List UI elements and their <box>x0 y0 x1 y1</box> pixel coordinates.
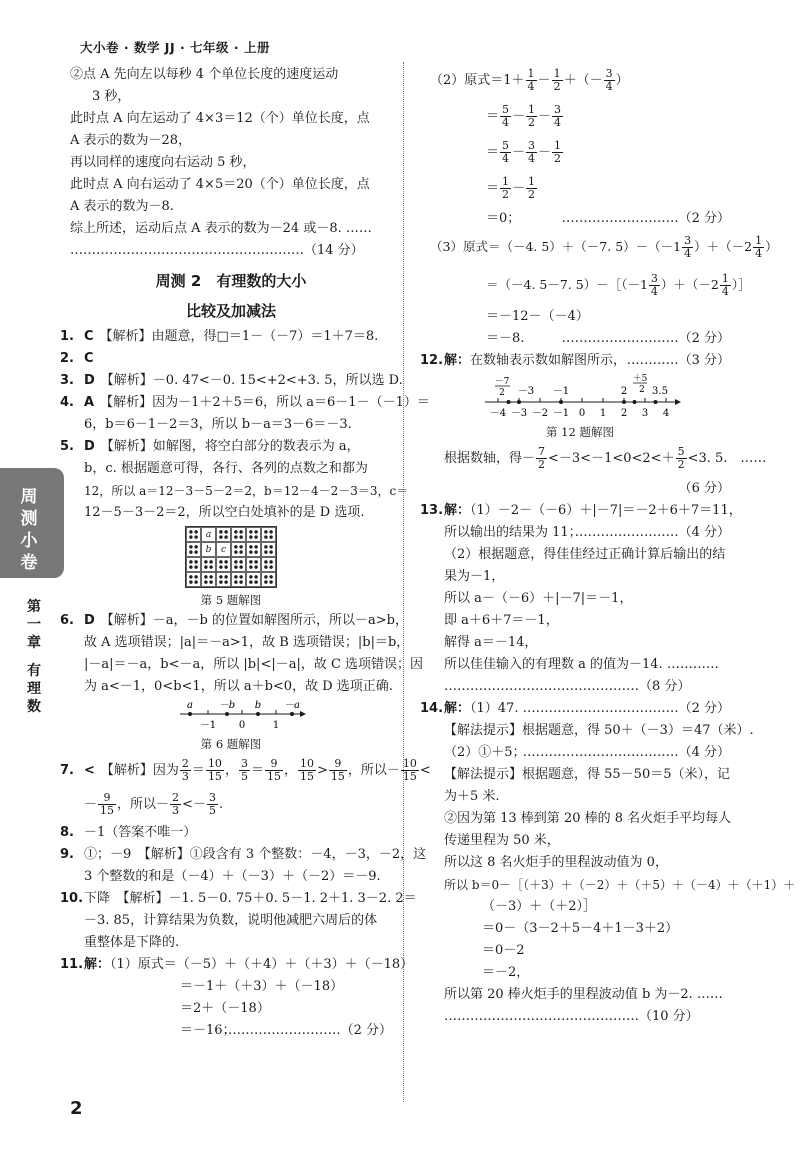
question-number: 9. <box>60 847 74 862</box>
question-text: 下降 【解析】－1. 5－0. 75＋0. 5－1. 2＋1. 3－2. 2＝ <box>84 891 417 906</box>
numerator: 2 <box>172 791 180 804</box>
solution-label: 解： <box>444 503 471 518</box>
tick-label: －2 <box>531 408 549 419</box>
text-line: 12－5－3－2＝2，所以空白处填补的是 D 选项. <box>84 505 365 520</box>
grid-cell <box>231 557 246 572</box>
point-label-neg-7-2: －7 <box>494 377 510 387</box>
fraction <box>526 140 537 165</box>
grid-cell <box>201 557 216 572</box>
text-line: ＝ $\frac{5}{4}$ － $\frac{1}{2}$ － $\frac{3}{4}$ <box>486 103 562 129</box>
text: ＝ <box>486 181 500 196</box>
score-line <box>430 478 730 500</box>
denominator: 4 <box>528 152 536 165</box>
numerator: 3 <box>684 234 692 247</box>
denominator: 5 <box>240 770 248 783</box>
grid-cell-c: c <box>216 542 231 557</box>
tick-label: 4 <box>662 408 670 419</box>
question-text: 【解析】因为 <box>100 763 179 778</box>
score-line: ………………………………………（8 分） <box>444 679 691 694</box>
denominator: 15 <box>330 770 345 783</box>
numerator: 9 <box>329 758 347 771</box>
numerator: 10 <box>299 757 314 770</box>
page-number: 2 <box>70 1098 83 1119</box>
text: ） <box>765 239 778 254</box>
text: 根据数轴，得－ <box>444 451 536 466</box>
fraction <box>604 68 615 93</box>
fraction <box>649 273 660 298</box>
text-line: 所以佳佳输入的有理数 a 的值为－14. ………… <box>444 657 719 672</box>
denominator: 15 <box>402 770 417 783</box>
text-line <box>444 522 730 544</box>
side-tab <box>0 468 64 578</box>
question-number: 11. <box>60 957 84 972</box>
question-number: 1. <box>60 329 74 344</box>
solution-label: 解： <box>444 701 471 716</box>
question-5 <box>60 436 392 458</box>
text-line: 传递里程为 50 米， <box>444 833 560 848</box>
numerator: 7 <box>538 445 546 458</box>
question-text: 【解析】因为－1＋2＋5＝6，所以 a＝6－1－（－1）＝ <box>100 395 430 410</box>
tick-label: －4 <box>489 408 507 419</box>
question-text: 【解析】－a，－b 的位置如解图所示，所以－a>b， <box>100 613 408 628</box>
side-tab-label: 周测小卷 <box>20 487 38 573</box>
numerator: 5 <box>502 139 510 152</box>
denominator: 4 <box>755 247 763 260</box>
point-label-denominator: 2 <box>639 385 645 395</box>
denominator: 4 <box>554 116 562 129</box>
point-neg-1 <box>559 400 563 404</box>
denominator: 15 <box>100 804 115 817</box>
fraction <box>170 792 181 817</box>
text-line: 为 a<－1，0<b<1，所以 a＋b<0，故 D 选项正确. <box>84 679 393 694</box>
numerator: 5 <box>677 445 685 458</box>
text-line: － $\frac{9}{15}$ ，所以－ $\frac{2}{3}$ <－ $\frac{3}{5}$ . <box>84 791 224 817</box>
numerator: 10 <box>207 757 222 770</box>
tick-label: －1 <box>552 408 570 419</box>
text-line: 为＋5 米. <box>444 789 500 804</box>
text: <－3<－1<0<2<＋ <box>548 451 675 466</box>
solution-label: 解： <box>84 957 111 972</box>
question-number: 10. <box>60 891 84 906</box>
text-line: －3. 85，计算结果为负数，说明他减肥六周后的体 <box>84 913 378 928</box>
text-line: 重整体是下降的. <box>84 935 180 950</box>
question-number: 3. <box>60 373 74 388</box>
fraction <box>526 104 537 129</box>
grid-cell <box>261 527 276 542</box>
side-chapter-number: 第一章 <box>27 599 41 651</box>
question-number: 4. <box>60 395 74 410</box>
step-text: ＝－8. <box>486 331 525 346</box>
fraction <box>552 140 563 165</box>
question-6 <box>60 610 408 632</box>
tick-label: －3 <box>510 408 528 419</box>
fraction <box>239 758 250 783</box>
grid-cell <box>186 542 201 557</box>
numerator: 1 <box>755 234 763 247</box>
tick-label: 0 <box>238 720 246 731</box>
text-line <box>444 742 730 764</box>
question-9 <box>60 844 427 866</box>
text-line: 再以同样的速度向右运动 5 秒， <box>70 155 256 170</box>
text-line: ②点 A 先向左以每秒 4 个单位长度的速度运动 <box>70 67 339 82</box>
question-number: 2. <box>60 351 74 366</box>
text: ＝（－4. 5－7. 5）－［（－1 <box>486 277 648 292</box>
grid-cell <box>231 572 246 587</box>
text-line: 【解法提示】根据题意，得 50＋（－3）＝47（米）. <box>444 723 754 738</box>
fraction <box>552 104 563 129</box>
denominator: 4 <box>684 247 692 260</box>
denominator: 3 <box>172 804 180 817</box>
text-line: A 表示的数为－8. <box>70 199 174 214</box>
question-7: 7. < 【解析】因为 $\frac{2}{3}$ ＝ $\frac{10}{15}$ ， $\frac{3}{5}$ ＝ $\frac{9}{15}$ ， $\frac{10}{15}$ > $\frac{9}{15}$ ，所以－ $\frac{10}{15}$ < <box>84 754 392 788</box>
question-11 <box>60 954 414 976</box>
question-text: 【解析】如解图，将空白部分的数表示为 a， <box>100 439 360 454</box>
denominator: 2 <box>528 116 536 129</box>
fraction <box>536 446 547 471</box>
denominator: 4 <box>502 116 510 129</box>
side-chapter-topic: 有理数 <box>27 663 41 715</box>
point-neg-7-2 <box>507 400 511 404</box>
tick-label: 0 <box>578 408 586 419</box>
fraction <box>526 68 537 93</box>
text: ）＋（－2 <box>660 277 719 292</box>
text-line: （2）原式＝1＋ $\frac{1}{4}$ － $\frac{1}{2}$ ＋（－ $\frac{3}{4}$ ） <box>430 67 629 93</box>
fraction <box>401 758 419 783</box>
grid-cell-a: a <box>201 527 216 542</box>
fraction <box>265 758 283 783</box>
point-label-5-2: ＋5 <box>632 374 648 384</box>
text-line: ＝2＋（－18） <box>180 1001 270 1016</box>
axis-ticks <box>498 398 666 402</box>
numerator: 3 <box>528 139 536 152</box>
tick-label: 1 <box>272 720 280 731</box>
fraction <box>207 792 218 817</box>
point-label-neg-1: －1 <box>552 386 570 397</box>
fraction <box>720 273 731 298</box>
page-header: 大小卷 · 数学 JJ · 七年级 · 上册 <box>80 40 271 55</box>
text-line: （－3）＋（＋2）］ <box>482 899 597 914</box>
text: ）］ <box>731 277 751 292</box>
denominator: 2 <box>538 458 546 471</box>
tick-label: －1 <box>199 720 217 731</box>
text-line: 3 个整数的和是（－4）＋（－3）＋（－2）＝－9. <box>84 869 381 884</box>
denominator: 2 <box>528 188 536 201</box>
denominator: 4 <box>650 285 658 298</box>
tick-label: 1 <box>599 408 607 419</box>
figure-caption: 第 6 题解图 <box>200 737 262 751</box>
text-line: 12，所以 a＝12－3－5－2＝2，b＝12－4－2－3＝3，c＝ <box>84 484 409 498</box>
question-text: －1（答案不唯一） <box>84 825 197 840</box>
step-text: （2）①＋5； <box>444 745 526 760</box>
question-13 <box>420 500 742 522</box>
text-line: 【解法提示】根据题意，得 55－50＝5（米），记 <box>444 767 730 782</box>
text: <3. 5. …… <box>687 451 767 466</box>
grid-cell <box>261 557 276 572</box>
question-text: ①；－9 【解析】①段含有 3 个整数：－4，－3，－2，这 <box>84 847 427 862</box>
text: （2）原式＝1＋ <box>430 73 525 88</box>
answer-letter: C <box>84 329 94 344</box>
point-b <box>256 712 260 716</box>
text-line: A 表示的数为－28， <box>70 133 192 148</box>
point-label-neg-3: －3 <box>517 386 535 397</box>
numerator: 5 <box>502 103 510 116</box>
text-line: ＝ $\frac{5}{4}$ － $\frac{3}{4}$ － $\frac{1}{2}$ <box>486 139 562 165</box>
text-line <box>180 1020 392 1042</box>
text-line: 所以第 20 棒火炬手的里程波动值 b 为－2. …… <box>444 987 723 1002</box>
fraction <box>298 758 316 783</box>
figure-caption: 第 12 题解图 <box>546 425 614 439</box>
grid-cell <box>186 557 201 572</box>
text-line: ＝－12－（－4） <box>486 309 589 324</box>
question-8 <box>60 822 392 844</box>
grid-cell-b: b <box>201 542 216 557</box>
answer-letter: A <box>84 395 95 410</box>
text-line: 所以这 8 名火炬手的里程波动值为 0， <box>444 855 668 870</box>
numerator: 1 <box>554 139 562 152</box>
dot-grid-figure <box>185 526 277 588</box>
numerator: 3 <box>650 272 658 285</box>
text-line <box>486 268 751 306</box>
score: ………………………（2 分） <box>561 211 730 226</box>
step-text: ＝－16； <box>180 1023 236 1038</box>
grid-cell <box>246 542 261 557</box>
score: ………………………………（2 分） <box>522 701 730 716</box>
section-subtitle: 比较及加减法 <box>185 302 276 320</box>
text-line: 果为－1， <box>444 569 505 584</box>
text-line <box>486 328 730 350</box>
text: ，所以－ <box>117 797 170 812</box>
numerator: 1 <box>528 175 536 188</box>
denominator: 2 <box>502 188 510 201</box>
score: （6 分） <box>678 481 730 496</box>
point-neg-3 <box>517 400 521 404</box>
step-text: ＝0； <box>486 211 521 226</box>
point-a <box>188 712 192 716</box>
grid-cell <box>186 527 201 542</box>
label-neg-a: －a <box>284 700 300 711</box>
text: ＝ <box>486 145 500 160</box>
numerator: 9 <box>265 758 283 771</box>
text-line <box>444 442 767 478</box>
numerator: 9 <box>98 792 116 805</box>
fraction <box>682 235 693 260</box>
question-number: 7. <box>60 763 74 778</box>
question-12 <box>420 350 730 372</box>
grid-cell <box>216 557 231 572</box>
text-line: 故 A 选项错误；|a|＝－a>1，故 B 选项错误；|b|＝b， <box>84 635 410 650</box>
fraction <box>180 758 191 783</box>
text-line: |－a|＝－a，b<－a，所以 |b|<|－a|，故 C 选项错误；因 <box>84 657 424 672</box>
denominator: 2 <box>677 458 685 471</box>
grid-cell <box>246 557 261 572</box>
answer-letter: D <box>84 439 95 454</box>
tick-label: 2 <box>620 408 628 419</box>
answer-letter: D <box>84 613 95 628</box>
denominator: 2 <box>553 80 561 93</box>
score: ………………………………（4 分） <box>522 745 730 760</box>
numerator: 3 <box>240 757 248 770</box>
figure-caption: 第 5 题解图 <box>200 593 262 607</box>
text: <－ <box>182 797 206 812</box>
question-text: （1）－2－（－6）＋|－7|＝－2＋6＋7＝11， <box>470 503 742 518</box>
numerator: 1 <box>721 272 729 285</box>
fraction <box>526 176 537 201</box>
question-text: 【解析】由题意，得□＝1－（－7）＝1＋7＝8. <box>99 329 379 344</box>
grid-cell <box>201 572 216 587</box>
question-2 <box>60 348 392 370</box>
axis-arrow <box>675 399 681 405</box>
text-line: 3 秒， <box>92 89 131 104</box>
text-line: 即 a＋6＋7＝－1， <box>444 613 559 628</box>
denominator: 15 <box>207 770 222 783</box>
number-line-figure-12 <box>430 372 730 422</box>
step-text: 所以输出的结果为 11； <box>444 525 582 540</box>
denominator: 4 <box>721 285 729 298</box>
question-4 <box>60 392 430 414</box>
point-5-2 <box>633 400 637 404</box>
text: （3）原式＝（－4. 5）＋（－7. 5）－（－1 <box>430 239 682 254</box>
point-neg-b <box>225 712 229 716</box>
text-line: 此时点 A 向右运动了 4×5＝20（个）单位长度，点 <box>70 177 370 192</box>
denominator: 15 <box>299 770 314 783</box>
text: ，所以－ <box>347 763 400 778</box>
label-neg-b: －b <box>218 700 236 711</box>
score-line: ………………………………………………（14 分） <box>70 243 364 258</box>
point-label-denominator: 2 <box>499 388 505 398</box>
numerator: 3 <box>554 103 562 116</box>
text: ）＋（－2 <box>694 239 753 254</box>
side-chapter <box>14 598 54 716</box>
question-14 <box>420 698 730 720</box>
text-line: ＝－1＋（＋3）＋（－18） <box>180 979 344 994</box>
answer-letter: D <box>84 373 95 388</box>
solution-label: 解： <box>444 353 471 368</box>
numerator: 10 <box>402 757 417 770</box>
grid-cell <box>246 527 261 542</box>
text-line: ＝0－2 <box>482 943 525 958</box>
grid-cell <box>216 527 231 542</box>
text-line <box>430 230 778 268</box>
axis-arrow <box>300 711 306 717</box>
denominator: 3 <box>181 770 189 783</box>
grid-cell <box>231 542 246 557</box>
question-number: 6. <box>60 613 74 628</box>
denominator: 5 <box>208 804 216 817</box>
numerator: 1 <box>528 103 536 116</box>
text-line: （2）根据题意，得佳佳经过正确计算后输出的结 <box>444 547 726 562</box>
fraction <box>676 446 687 471</box>
label-b: b <box>254 700 262 711</box>
score: ……………………（4 分） <box>574 525 730 540</box>
score-line: ………………………………………（10 分） <box>444 1009 699 1024</box>
numerator: 1 <box>553 67 561 80</box>
numerator: 2 <box>181 757 189 770</box>
grid-cell <box>216 572 231 587</box>
denominator: 4 <box>527 80 535 93</box>
tick-label: 3 <box>641 408 649 419</box>
point-label-2: 2 <box>620 386 628 397</box>
fraction <box>500 176 511 201</box>
text-line: ②因为第 13 棒到第 20 棒的 8 名火炬手平均每人 <box>444 811 732 826</box>
question-text: （1）原式＝（－5）＋（＋4）＋（＋3）＋（－18） <box>110 957 414 972</box>
section-title: 周测 2 有理数的大小 <box>155 272 307 290</box>
left-column <box>60 64 431 1042</box>
text-line: 此时点 A 向左运动了 4×3＝12（个）单位长度，点 <box>70 111 370 126</box>
question-text: 【解析】－0. 47<－0. 15<+2<+3. 5，所以选 D. <box>100 373 403 388</box>
text-line: ＝0－（3－2＋5－4＋1－3＋2） <box>482 921 679 936</box>
score: …………（3 分） <box>626 353 730 368</box>
question-number: 14. <box>420 701 444 716</box>
right-column <box>420 64 796 1028</box>
text-line: 解得 a＝－14， <box>444 635 538 650</box>
fraction <box>329 758 347 783</box>
step-text: （1）47. <box>470 701 519 716</box>
fraction <box>552 68 563 93</box>
fraction <box>500 140 511 165</box>
question-number: 5. <box>60 439 74 454</box>
answer-letter: C <box>84 351 94 366</box>
fraction <box>500 104 511 129</box>
text-line <box>486 208 730 230</box>
question-text: 在数轴表示数如解图所示， <box>470 353 627 368</box>
point-label-3-5: 3.5 <box>652 386 668 397</box>
grid-cell <box>231 527 246 542</box>
numerator: 3 <box>605 67 613 80</box>
score: ………………………（2 分） <box>223 1023 392 1038</box>
grid-cell <box>261 542 276 557</box>
text-line: b，c. 根据题意可得，各行、各列的点数之和都为 <box>84 461 368 476</box>
question-number: 8. <box>60 825 74 840</box>
question-3 <box>60 370 403 392</box>
text: ＝ <box>486 109 500 124</box>
point-2 <box>622 400 626 404</box>
fraction <box>206 758 224 783</box>
score: ………………………（2 分） <box>561 331 730 346</box>
text-line: ＝ $\frac{1}{2}$ － $\frac{1}{2}$ <box>486 175 536 201</box>
numerator: 1 <box>527 67 535 80</box>
question-number: 12. <box>420 353 444 368</box>
fraction <box>753 235 764 260</box>
numerator: 3 <box>208 791 216 804</box>
text-line: 综上所述，运动后点 A 表示的数为－24 或－8. …… <box>70 221 372 236</box>
column-divider <box>403 62 404 1102</box>
label-a: a <box>187 700 193 711</box>
grid-cell <box>186 572 201 587</box>
denominator: 15 <box>266 770 281 783</box>
point-neg-a <box>290 712 294 716</box>
number-line-figure-6 <box>70 698 392 734</box>
text-line: 6，b＝6－1－2＝3，所以 b－a＝3－6＝－3. <box>84 417 352 432</box>
denominator: 4 <box>605 80 613 93</box>
numerator: 1 <box>502 175 510 188</box>
grid-cell <box>246 572 261 587</box>
question-10 <box>60 888 417 910</box>
answer-symbol: < <box>84 763 95 778</box>
denominator: 4 <box>502 152 510 165</box>
question-1 <box>60 326 392 348</box>
denominator: 2 <box>554 152 562 165</box>
text-line: 所以 b＝0－［（＋3）＋（－2）＋（＋5）＋（－4）＋（＋1）＋ <box>444 878 796 892</box>
text-line: 所以 a－（－6）＋|－7|＝－1， <box>444 591 633 606</box>
fraction <box>98 792 116 817</box>
text-line: ＝－2， <box>482 965 530 980</box>
question-number: 13. <box>420 503 444 518</box>
point-3-5 <box>654 400 658 404</box>
grid-cell <box>261 572 276 587</box>
